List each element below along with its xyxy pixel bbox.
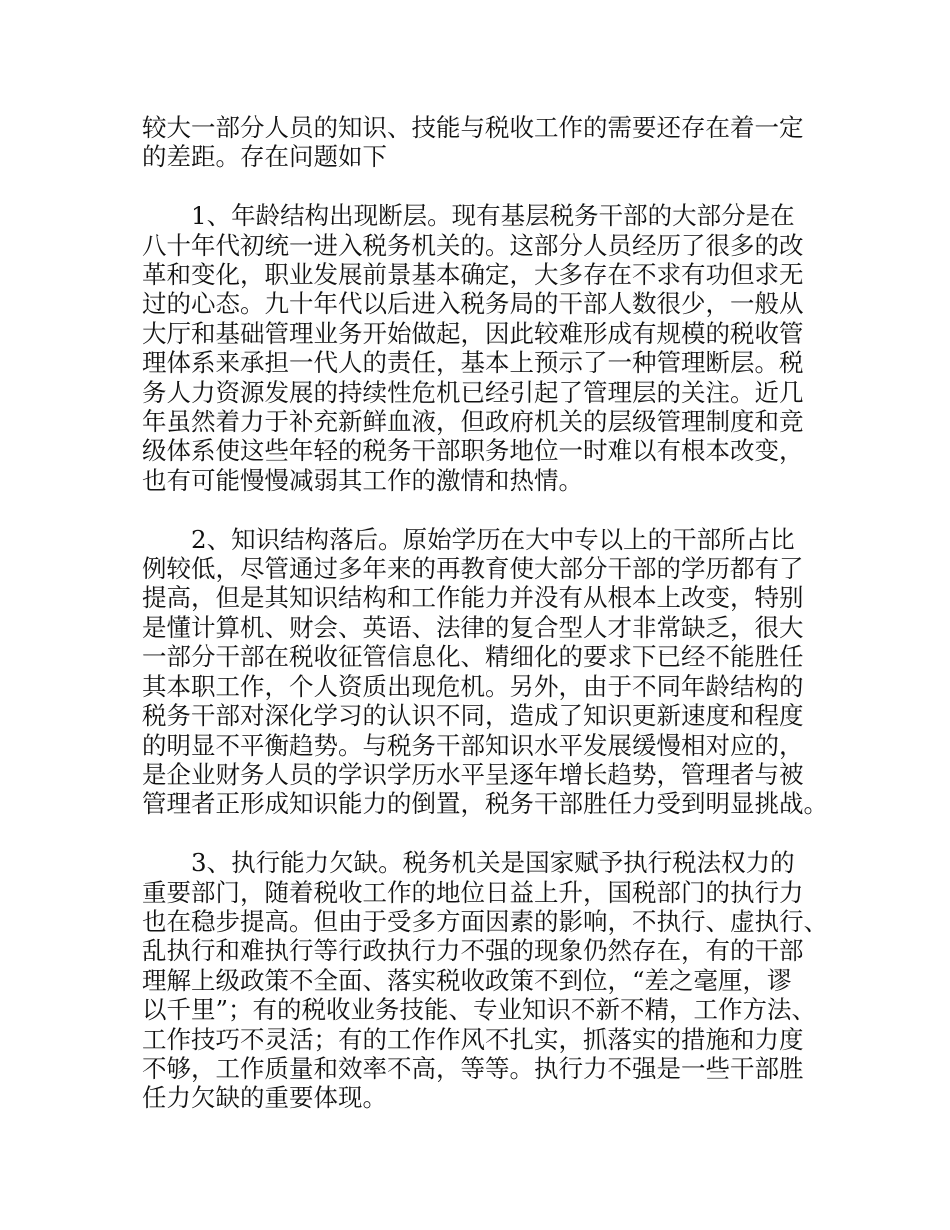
text-line: 级体系使这些年轻的税务干部职务地位一时难以有根本改变， [142, 436, 804, 466]
text-line: 过的心态。九十年代以后进入税务局的干部人数很少，一般从 [142, 289, 804, 319]
text-line: 也有可能慢慢减弱其工作的激情和热情。 [142, 465, 583, 495]
text-line: 提高，但是其知识结构和工作能力并没有从根本上改变，特别 [142, 583, 804, 613]
document-body [142, 113, 842, 1113]
text-line: 管理者正形成知识能力的倒置，税务干部胜任力受到明显挑战。 [142, 789, 828, 819]
text-line: 八十年代初统一进入税务机关的。这部分人员经历了很多的改 [142, 230, 804, 260]
text-line: 也在稳步提高。但由于受多方面因素的影响，不执行、虚执行、 [142, 906, 828, 936]
text-line: 其本职工作，个人资质出现危机。另外，由于不同年龄结构的 [142, 671, 804, 701]
text-line: 较大一部分人员的知识、技能与税收工作的需要还存在着一定 [142, 113, 804, 142]
text-line: 革和变化，职业发展前景基本确定，大多存在不求有功但求无 [142, 260, 804, 290]
text-line: 的差距。存在问题如下 [142, 142, 387, 172]
paragraph-knowledge-structure [142, 525, 842, 819]
text-line: 的明显不平衡趋势。与税务干部知识水平发展缓慢相对应的， [142, 730, 804, 760]
text-line: 理解上级政策不全面、落实税收政策不到位，“差之毫厘，谬 [142, 965, 792, 995]
text-line: 务人力资源发展的持续性危机已经引起了管理层的关注。近几 [142, 377, 804, 407]
paragraph-spacer [142, 495, 842, 524]
text-line: 是懂计算机、财会、英语、法律的复合型人才非常缺乏，很大 [142, 612, 804, 642]
text-line: 不够，工作质量和效率不高，等等。执行力不强是一些干部胜 [142, 1053, 804, 1083]
text-line: 2、知识结构落后。原始学历在大中专以上的干部所占比 [191, 524, 795, 554]
text-line: 工作技巧不灵活；有的工作作风不扎实，抓落实的措施和力度 [142, 1024, 804, 1054]
paragraph-spacer [142, 819, 842, 848]
text-line: 是企业财务人员的学识学历水平呈逐年增长趋势，管理者与被 [142, 759, 804, 789]
text-line: 3、执行能力欠缺。税务机关是国家赋予执行税法权力的 [191, 848, 795, 878]
text-line: 理体系来承担一代人的责任，基本上预示了一种管理断层。税 [142, 348, 804, 378]
text-line: 税务干部对深化学习的认识不同，造成了知识更新速度和程度 [142, 701, 804, 731]
text-line: 例较低，尽管通过多年来的再教育使大部分干部的学历都有了 [142, 554, 804, 584]
text-line: 以千里”；有的税收业务技能、专业知识不新不精，工作方法、 [142, 995, 817, 1025]
text-line: 大厅和基础管理业务开始做起，因此较难形成有规模的税收管 [142, 318, 804, 348]
paragraph-age-structure [142, 201, 842, 495]
text-line: 乱执行和难执行等行政执行力不强的现象仍然存在，有的干部 [142, 936, 804, 966]
text-line: 任力欠缺的重要体现。 [142, 1083, 387, 1113]
text-line: 重要部门，随着税收工作的地位日益上升，国税部门的执行力 [142, 877, 804, 907]
text-line: 1、年龄结构出现断层。现有基层税务干部的大部分是在 [191, 201, 795, 231]
paragraph-spacer [142, 172, 842, 201]
paragraph-intro [142, 113, 842, 172]
paragraph-execution-capacity [142, 848, 842, 1113]
text-line: 一部分干部在税收征管信息化、精细化的要求下已经不能胜任 [142, 642, 804, 672]
text-line: 年虽然着力于补充新鲜血液，但政府机关的层级管理制度和竞 [142, 407, 804, 437]
